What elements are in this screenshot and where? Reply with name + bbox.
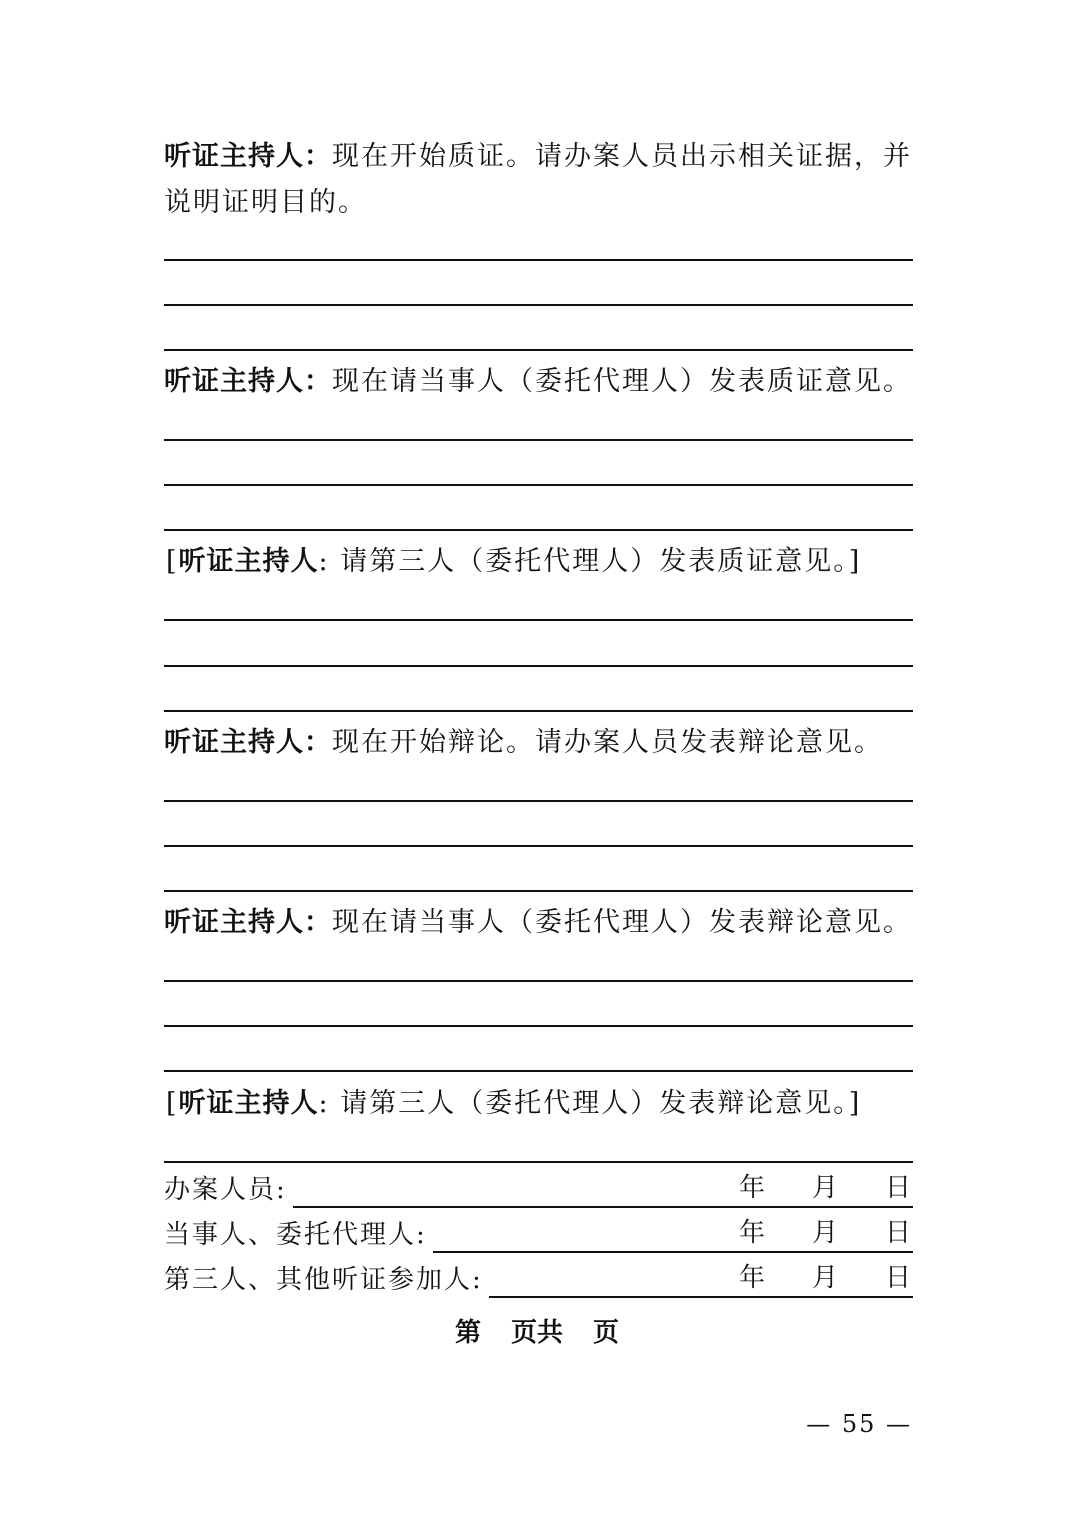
writing-line[interactable]: [164, 1161, 913, 1163]
signature-label: 当事人、委托代理人:: [164, 1220, 427, 1250]
signature-label: 第三人、其他听证参加人:: [164, 1265, 483, 1295]
paragraph-text: 现在开始辩论。请办案人员发表辩论意见。: [332, 727, 883, 758]
signature-row-third-party: [164, 1262, 913, 1298]
writing-line[interactable]: [164, 619, 913, 621]
day-label: 日: [884, 1173, 913, 1203]
day-label: 日: [884, 1218, 913, 1248]
paragraph-third-party-debate: [166, 1081, 916, 1127]
signature-row-party: [164, 1217, 913, 1253]
speaker-label: 听证主持人：: [164, 907, 332, 938]
paragraph-text: 现在请当事人（委托代理人）发表质证意见。: [332, 366, 912, 397]
page-count-di: 第: [454, 1318, 481, 1348]
speaker-label: 听证主持人：: [164, 141, 332, 172]
signature-label: 办案人员:: [164, 1175, 287, 1205]
paragraph-text: : 请第三人（委托代理人）发表质证意见。]: [318, 546, 862, 577]
signature-field[interactable]: [489, 1262, 913, 1298]
date-fields: [694, 1257, 913, 1294]
paragraph-party-cross-exam: [164, 359, 914, 405]
writing-line[interactable]: [164, 1025, 913, 1027]
speaker-label: 听证主持人: [178, 546, 319, 577]
paragraph-text: : 请第三人（委托代理人）发表辩论意见。]: [318, 1088, 862, 1119]
page-count-ye: 页: [593, 1318, 620, 1348]
writing-line[interactable]: [164, 845, 913, 847]
page-count-ye-gong: 页共: [510, 1318, 563, 1348]
signature-field[interactable]: [433, 1217, 913, 1253]
signature-row-case-officer: [164, 1172, 913, 1208]
paragraph-text: 现在请当事人（委托代理人）发表辩论意见。: [332, 907, 912, 938]
bracket-open: [: [166, 546, 179, 577]
writing-line[interactable]: [164, 484, 913, 486]
writing-line[interactable]: [164, 304, 913, 306]
month-label: 月: [811, 1218, 840, 1248]
writing-line[interactable]: [164, 439, 913, 441]
writing-line[interactable]: [164, 529, 913, 531]
speaker-label: 听证主持人: [178, 1088, 319, 1119]
month-label: 月: [811, 1173, 840, 1203]
signature-field[interactable]: [293, 1172, 913, 1208]
writing-line[interactable]: [164, 800, 913, 802]
paragraph-third-party-cross-exam: [166, 539, 916, 585]
year-label: 年: [738, 1173, 767, 1203]
writing-line[interactable]: [164, 710, 913, 712]
writing-line[interactable]: [164, 980, 913, 982]
writing-line[interactable]: [164, 890, 913, 892]
page-number: — 55 —: [806, 1410, 912, 1438]
page-count: [0, 1312, 1074, 1349]
writing-line[interactable]: [164, 349, 913, 351]
paragraph-text: 现在开始质证。请办案人员出示相关证据，并说明证明目的。: [164, 141, 912, 218]
writing-line[interactable]: [164, 665, 913, 667]
paragraph-cross-exam-start: [164, 134, 914, 226]
year-label: 年: [738, 1263, 767, 1293]
date-fields: [694, 1167, 913, 1204]
paragraph-debate-start: [164, 720, 914, 766]
writing-line[interactable]: [164, 1070, 913, 1072]
bracket-open: [: [166, 1088, 179, 1119]
writing-line[interactable]: [164, 259, 913, 261]
speaker-label: 听证主持人：: [164, 366, 332, 397]
day-label: 日: [884, 1263, 913, 1293]
date-fields: [694, 1212, 913, 1249]
year-label: 年: [738, 1218, 767, 1248]
paragraph-party-debate: [164, 900, 914, 946]
month-label: 月: [811, 1263, 840, 1293]
speaker-label: 听证主持人：: [164, 727, 332, 758]
